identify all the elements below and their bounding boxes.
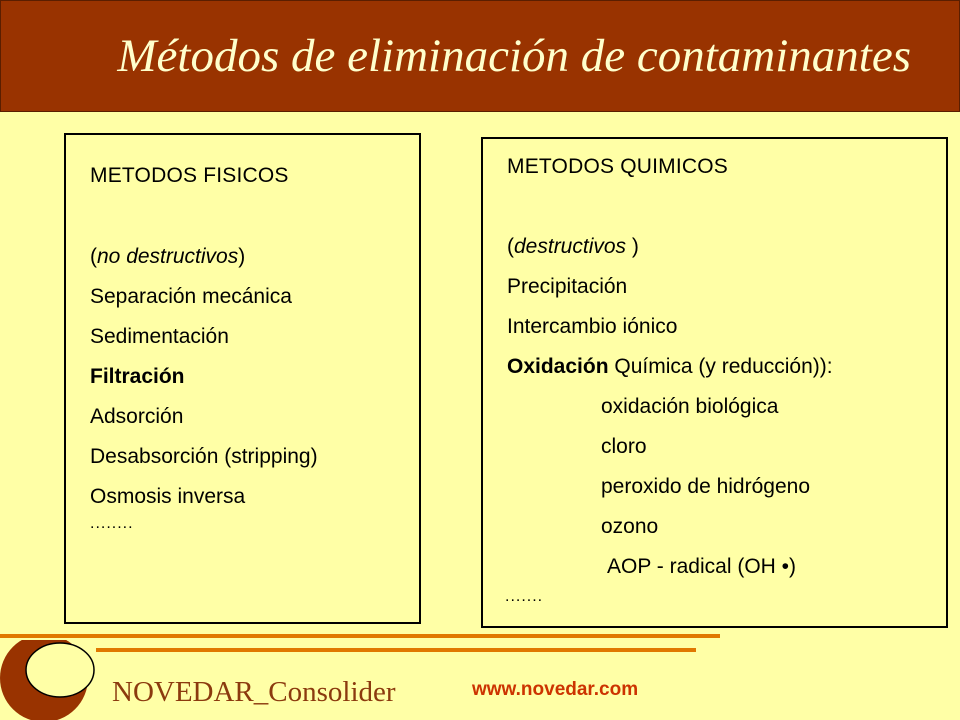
physical-subtitle-open: ( — [90, 245, 97, 268]
chemical-subtitle-close: ) — [631, 235, 639, 258]
chemical-subitem: peroxido de hidrógeno — [601, 475, 810, 498]
chemical-item: Intercambio iónico — [507, 315, 678, 338]
title-bar — [0, 0, 960, 112]
physical-subtitle-close: ) — [238, 245, 246, 268]
physical-item: Desabsorción (stripping) — [90, 445, 318, 468]
physical-item: Filtración — [90, 365, 185, 388]
chemical-ellipsis: ....... — [505, 588, 544, 605]
physical-item: Adsorción — [90, 405, 184, 428]
physical-item: Sedimentación — [90, 325, 229, 348]
logo-inner-ellipse — [26, 643, 94, 697]
footer-rule-top — [0, 634, 720, 638]
chemical-subitem: cloro — [601, 435, 647, 458]
chemical-subtitle — [507, 235, 639, 259]
novedar-logo — [0, 640, 100, 720]
chemical-item: Precipitación — [507, 275, 628, 298]
physical-item: Osmosis inversa — [90, 485, 246, 508]
footer-rule-bottom — [96, 648, 696, 652]
chemical-subtitle-text: destructivos — [514, 235, 632, 258]
physical-item: Separación mecánica — [90, 285, 292, 308]
chemical-subitem: oxidación biológica — [601, 395, 779, 418]
physical-heading: METODOS FISICOS — [90, 164, 289, 187]
chemical-heading: METODOS QUIMICOS — [507, 155, 728, 178]
physical-subtitle — [90, 245, 245, 269]
physical-ellipsis: ........ — [90, 515, 134, 532]
chemical-subitem: ozono — [601, 515, 659, 538]
chemical-subtitle-open: ( — [507, 235, 514, 258]
chemical-oxidation-rest: Química (y reducción)): — [608, 355, 833, 378]
chemical-subitem: AOP - radical (OH •) — [607, 555, 796, 578]
chemical-oxidation-line — [507, 355, 833, 379]
slide-title: Métodos de eliminación de contaminantes — [117, 30, 911, 82]
physical-subtitle-text: no destructivos — [97, 245, 239, 268]
footer-url[interactable]: www.novedar.com — [472, 679, 639, 700]
chemical-oxidation-bold: Oxidación — [507, 355, 609, 378]
footer-brand: NOVEDAR_Consolider — [112, 676, 396, 708]
